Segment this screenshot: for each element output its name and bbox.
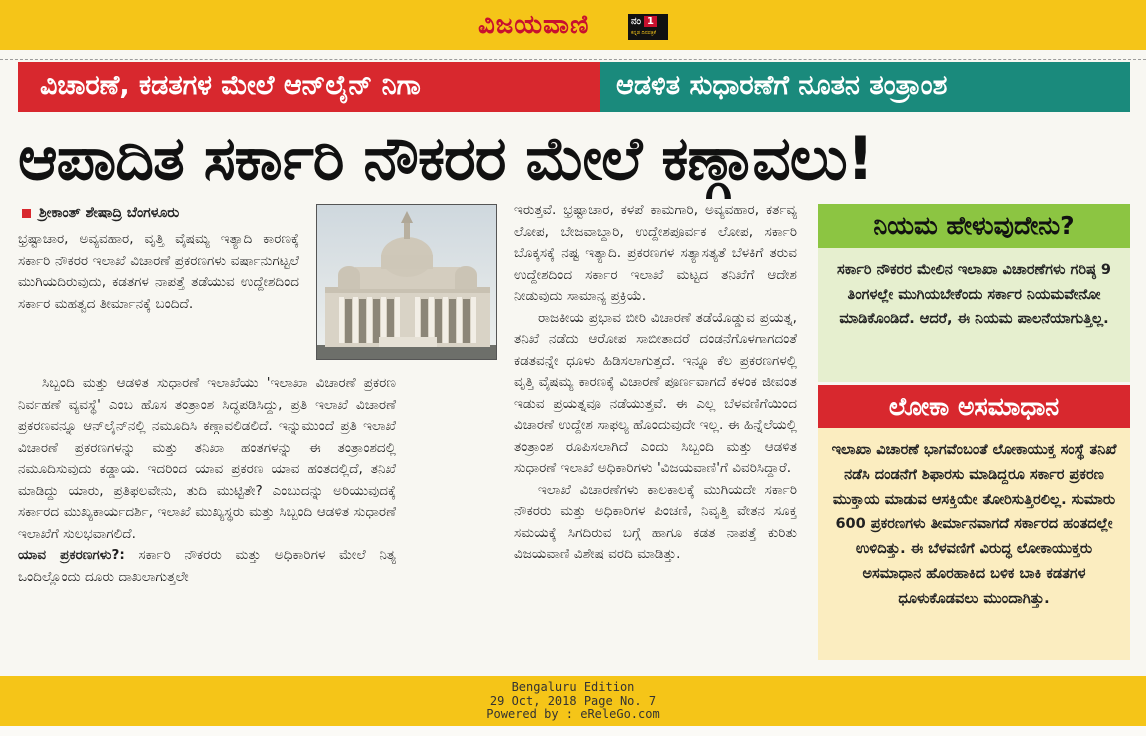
kicker-strip-left: ವಿಚಾರಣೆ, ಕಡತಗಳ ಮೇಲೆ ಆನ್‌ಲೈನ್ ನಿಗಾ <box>18 62 600 112</box>
edition-date-page: 29 Oct, 2018 Page No. 7 <box>489 693 657 708</box>
article-column-1-bottom <box>18 373 396 588</box>
powered-by-link[interactable]: Powered by : eReleGo.com <box>486 707 660 721</box>
article-headline: ಆಪಾದಿತ ಸರ್ಕಾರಿ ನೌಕರರ ಮೇಲೆ ಕಣ್ಗಾವಲು! <box>18 124 874 194</box>
article-paragraph: ರಾಜಕೀಯ ಪ್ರಭಾವ ಬೀರಿ ವಿಚಾರಣೆ ತಡೆಯೊಡ್ಡುವ ಪ್ರಯತ್ನ, ತನಿಖೆ ನಡೆದು ಆರೋಪ ಸಾಬೀತಾದರೆ ದಂಡನೆಗೊಳಗಾಗದಂತೆ ಕಡತವನ್ನೇ ಧೂಳು ಹಿಡಿಸಲಾಗುತ್ತದೆ. ಇನ್ನೂ ಕೆಲ ಪ್ರಕರಣಗಳಲ್ಲಿ ವೃತ್ತಿ ವೈಷಮ್ಯ ಕಾರಣಕ್ಕೆ ವಿಚಾರಣೆ ಪೂರ್ಣವಾಗದೆ ಕಳಂಕ ಜೀವಂತ ಇಡುವ ಪ್ರಯತ್ನವೂ ನಡೆಯುತ್ತವೆ. ಈ ಎಲ್ಲ ಬೆಳವಣಿಗೆಯಿಂದ ವಿಚಾರಣೆ ಉದ್ದೇಶ ಸಾಫಲ್ಯ ಹೊಂದುವುದೇ ಇಲ್ಲ. ಈ ಹಿನ್ನೆಲೆಯಲ್ಲಿ ತಂತ್ರಾಂಶ ರೂಪಿಸಲಾಗಿದೆ ಎಂದು ಸಿಬ್ಬಂದಿ ಮತ್ತು ಆಡಳಿತ ಸುಧಾರಣೆ ಇಲಾಖೆ ಅಧಿಕಾರಿಗಳು 'ವಿಜಯವಾಣಿ'ಗೆ ವಿವರಿಸಿದ್ದಾರೆ. <box>514 309 797 476</box>
newspaper-masthead: ವಿಜಯವಾಣಿ <box>478 10 590 40</box>
article-paragraph: ಸಿಬ್ಬಂದಿ ಮತ್ತು ಆಡಳಿತ ಸುಧಾರಣೆ ಇಲಾಖೆಯು 'ಇಲಾಖಾ ವಿಚಾರಣೆ ಪ್ರಕರಣ ನಿರ್ವಹಣೆ ವ್ಯವಸ್ಥೆ' ಎಂಬ ಹೊಸ ತಂತ್ರಾಂಶ ಸಿದ್ಧಪಡಿಸಿದ್ದು, ಪ್ರತಿ ಇಲಾಖೆ ವಿಚಾರಣೆ ಪ್ರಕರಣವನ್ನೂ ಆನ್‌ಲೈನ್‌ನಲ್ಲಿ ನಮೂದಿಸಿ ಕಣ್ಗಾವಲಿಡಲಿದೆ. ಇನ್ನುಮುಂದೆ ಪ್ರತಿ ಇಲಾಖೆ ವಿಚಾರಣೆ ಪ್ರಕರಣಗಳನ್ನು ಮತ್ತು ತನಿಖಾ ಹಂತಗಳನ್ನು ಈ ತಂತ್ರಾಂಶದಲ್ಲಿ ನಮೂದಿಸುವುದು ಕಡ್ಡಾಯ. ಇದರಿಂದ ಯಾವ ಪ್ರಕರಣ ಯಾವ ಹಂತದಲ್ಲಿದೆ, ತನಿಖೆ ಮಾಡಿದ್ದು ಯಾರು, ಪ್ರತಿಫಲವೇನು, ತುದಿ ಮುಟ್ಟಿತೇ? ಎಂಬುದನ್ನು ಅರಿಯುವುದಕ್ಕೆ ಸರ್ಕಾರದ ಮುಖ್ಯಕಾರ್ಯದರ್ಶಿ, ಇಲಾಖೆ ಮುಖ್ಯಸ್ಥರು ಮತ್ತು ಸಿಬ್ಬಂದಿ ಆಡಳಿತ ಸುಧಾರಣೆ ಇಲಾಖೆಗೆ ಸುಲಭವಾಗಲಿದೆ. <box>18 375 396 542</box>
byline-bullet-icon <box>22 209 31 218</box>
edition-name: Bengaluru Edition <box>511 680 635 694</box>
clipping-dashed-border <box>0 59 1146 60</box>
sidebar-box-heading: ಲೋಕಾ ಅಸಮಾಧಾನ <box>818 385 1130 428</box>
building-photo <box>316 204 497 360</box>
badge-subtitle: ಕನ್ನಡ ದಿನಪತ್ರಿಕೆ <box>631 30 657 36</box>
badge-number: 1 <box>644 16 657 27</box>
article-paragraph: ಸರ್ಕಾರಿ ನೌಕರರು ಮತ್ತು ಅಧಿಕಾರಿಗಳ ಮೇಲೆ ನಿತ್ಯ ಒಂದಿಲ್ಲೊಂದು ದೂರು ದಾಖಲಾಗುತ್ತಲೇ <box>18 547 396 585</box>
sidebar-box-text: ಇಲಾಖಾ ವಿಚಾರಣೆ ಭಾಗವೆಂಬಂತೆ ಲೋಕಾಯುಕ್ತ ಸಂಸ್ಥೆ ತನಿಖೆ ನಡೆಸಿ ದಂಡನೆಗೆ ಶಿಫಾರಸು ಮಾಡಿದ್ದರೂ ಸರ್ಕಾರ ಪ್ರಕರಣ ಮುಕ್ತಾಯ ಮಾಡುವ ಆಸಕ್ತಿಯೇ ತೋರಿಸುತ್ತಿರಲಿಲ್ಲ. ಸುಮಾರು 600 ಪ್ರಕರಣಗಳು ತೀರ್ಮಾನವಾಗದೆ ಸರ್ಕಾರದ ಹಂತದಲ್ಲೇ ಉಳಿದಿತ್ತು. ಈ ಬೆಳವಣಿಗೆ ವಿರುದ್ಧ ಲೋಕಾಯುಕ್ತರು ಅಸಮಾಧಾನ ಹೊರಹಾಕಿದ ಬಳಿಕ ಬಾಕಿ ಕಡತಗಳ ಧೂಳುಕೊಡವಲು ಮುಂದಾಗಿತ್ತು. <box>831 442 1117 607</box>
sidebar-box-text: ಸರ್ಕಾರಿ ನೌಕರರ ಮೇಲಿನ ಇಲಾಖಾ ವಿಚಾರಣೆಗಳು ಗರಿಷ್ಠ 9 ತಿಂಗಳಲ್ಲೇ ಮುಗಿಯಬೇಕೆಂದು ಸರ್ಕಾರ ನಿಯಮವೇನೋ ಮಾಡಿಕೊಂಡಿದೆ. ಆದರೆ, ಈ ನಿಯಮ ಪಾಲನೆಯಾಗುತ್ತಿಲ್ಲ. <box>837 262 1111 327</box>
article-column-2 <box>514 200 797 566</box>
badge-text: ನಂ <box>631 16 641 27</box>
sidebar-box-rules <box>818 204 1130 382</box>
article-paragraph: ಇಲಾಖೆ ವಿಚಾರಣೆಗಳು ಕಾಲಕಾಲಕ್ಕೆ ಮುಗಿಯದೇ ಸರ್ಕಾರಿ ನೌಕರರು ಮತ್ತು ಅಧಿಕಾರಿಗಳ ಪಿಂಚಣಿ, ನಿವೃತ್ತಿ ವೇತನ ಸೂಕ್ತ ಸಮಯಕ್ಕೆ ಸಿಗದಿರುವ ಬಗ್ಗೆ ಹಾಗೂ ಕಡತ ನಾಪತ್ತೆ ಕುರಿತು ವಿಜಯವಾಣಿ ವಿಶೇಷ ವರದಿ ಮಾಡಿತ್ತು. <box>514 481 797 562</box>
sidebar-box-heading: ನಿಯಮ ಹೇಳುವುದೇನು? <box>818 204 1130 248</box>
number-one-badge <box>628 14 668 40</box>
kicker-strip-right: ಆಡಳಿತ ಸುಧಾರಣೆಗೆ ನೂತನ ತಂತ್ರಾಂಶ <box>600 62 1130 112</box>
subheading-which-cases: ಯಾವ ಪ್ರಕರಣಗಳು?: <box>18 547 125 563</box>
top-header-bar <box>0 0 1146 50</box>
byline <box>22 205 179 221</box>
article-paragraph: ಇರುತ್ತವೆ. ಭ್ರಷ್ಟಾಚಾರ, ಕಳಪೆ ಕಾಮಗಾರಿ, ಅವ್ಯವಹಾರ, ಕರ್ತವ್ಯ ಲೋಪ, ಬೇಜವಾಬ್ದಾರಿ, ಉದ್ದೇಶಪೂರ್ವಕ ಲೋಪ, ಸರ್ಕಾರಿ ಬೊಕ್ಕಸಕ್ಕೆ ನಷ್ಟ ಇತ್ಯಾದಿ. ಪ್ರಕರಣಗಳ ಸತ್ಯಾಸತ್ಯತೆ ಬೆಳಕಿಗೆ ತರುವ ಉದ್ದೇಶದಿಂದ ಸರ್ಕಾರ ಇಲಾಖೆ ಮಟ್ಟದ ತನಿಖೆಗೆ ಆದೇಶ ನೀಡುವುದು ಸಾಮಾನ್ಯ ಪ್ರಕ್ರಿಯೆ. <box>514 202 797 304</box>
government-building-image <box>317 205 497 360</box>
article-column-1-top <box>18 229 299 315</box>
byline-text: ಶ್ರೀಕಾಂತ್ ಶೇಷಾದ್ರಿ ಬೆಂಗಳೂರು <box>39 205 180 221</box>
sidebar-box-lokayukta <box>818 385 1130 660</box>
edition-footer <box>0 676 1146 726</box>
article-paragraph: ಭ್ರಷ್ಟಾಚಾರ, ಅವ್ಯವಹಾರ, ವೃತ್ತಿ ವೈಷಮ್ಯ ಇತ್ಯಾದಿ ಕಾರಣಕ್ಕೆ ಸರ್ಕಾರಿ ನೌಕರರ ಇಲಾಖೆ ವಿಚಾರಣೆ ಪ್ರಕರಣಗಳು ವರ್ಷಾನುಗಟ್ಟಲೆ ಮುಗಿಯದಿರುವುದು, ಕಡತಗಳ ನಾಪತ್ತೆ ತಡೆಯುವ ಉದ್ದೇಶದಿಂದ ಸರ್ಕಾರ ಮಹತ್ವದ ತೀರ್ಮಾನಕ್ಕೆ ಬಂದಿದೆ. <box>18 231 299 312</box>
